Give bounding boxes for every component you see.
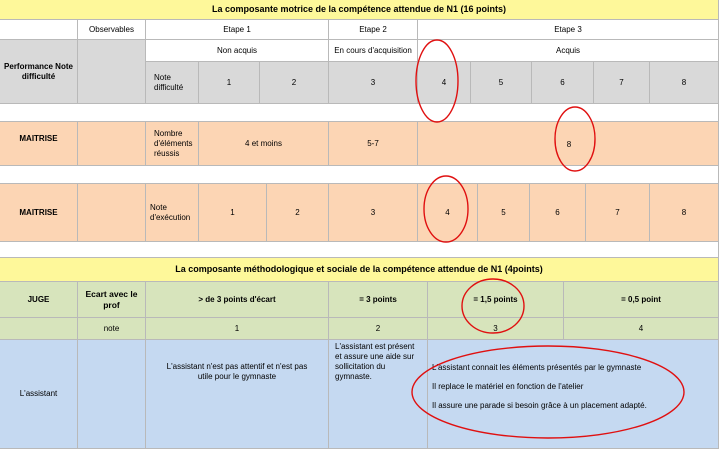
annotation-circle xyxy=(424,176,468,242)
observables-header: Observables xyxy=(78,20,146,40)
execution-note-cell: 1 xyxy=(199,184,267,242)
execution-note-cell: 4 xyxy=(418,184,478,242)
difficulty-note-cell: 3 xyxy=(329,62,418,104)
difficulty-note-cell: 2 xyxy=(260,62,329,104)
maitrise-label-execution: MAITRISE xyxy=(0,184,78,242)
elements-etape2: 5-7 xyxy=(329,122,418,166)
elements-etape3-value: 8 xyxy=(566,139,572,149)
assistant-label: L'assistant xyxy=(0,340,78,449)
difficulty-note-cell: 6 xyxy=(532,62,594,104)
difficulty-note-cell: 7 xyxy=(594,62,650,104)
execution-note-cell: 7 xyxy=(586,184,650,242)
section2-title: La composante méthodologique et sociale de la compétence attendue de N1 (4points) xyxy=(0,258,719,282)
difficulty-note-cell: 4 xyxy=(418,62,471,104)
level-cell: > de 3 points d'écart xyxy=(146,282,329,318)
annotation-circle xyxy=(555,107,595,171)
section1-title: La composante motrice de la compétence attendue de N1 (16 points) xyxy=(0,0,719,20)
level-cell: = 0,5 point xyxy=(564,282,719,318)
elements-etape1: 4 et moins xyxy=(199,122,329,166)
execution-note-cell: 2 xyxy=(267,184,329,242)
assistant-desc-3-line: L'assistant connait les éléments présentés par le gymnaste xyxy=(432,363,642,372)
assistant-desc-3-line: Il assure une parade si besoin grâce à un placement adapté. xyxy=(432,401,647,410)
execution-criterion: Note d'exécution xyxy=(146,184,199,242)
note-label: note xyxy=(78,318,146,340)
level-note-cell: 2 xyxy=(329,318,428,340)
level-cell: = 3 points xyxy=(329,282,428,318)
etape1-header: Etape 1 xyxy=(146,20,329,40)
annotation-circle xyxy=(412,346,684,438)
assistant-desc-1: L'assistant n'est pas attentif et n'est pas utile pour le gymnaste xyxy=(146,340,329,449)
note-difficulte-label: Note difficulté xyxy=(146,62,199,104)
annotation-circle xyxy=(462,279,524,333)
juge-label: JUGE xyxy=(0,282,78,318)
acquis-header: Acquis xyxy=(418,40,719,62)
level-note-cell: 1 xyxy=(146,318,329,340)
execution-note-cell: 5 xyxy=(478,184,530,242)
performance-label: Performance Note difficulté xyxy=(0,40,78,104)
level-note-cell: 3 xyxy=(428,318,564,340)
en-cours-header: En cours d'acquisition xyxy=(329,40,418,62)
ecart-label: Ecart avec le prof xyxy=(78,282,146,318)
level-cell: = 1,5 points xyxy=(428,282,564,318)
execution-note-cell: 8 xyxy=(650,184,719,242)
etape3-header: Etape 3 xyxy=(418,20,719,40)
maitrise-label-elements: MAITRISE xyxy=(0,122,78,166)
level-note-cell: 4 xyxy=(564,318,719,340)
assistant-desc-3-line: Il replace le matériel en fonction de l'atelier xyxy=(432,382,584,391)
difficulty-note-cell: 1 xyxy=(199,62,260,104)
execution-note-cell: 6 xyxy=(530,184,586,242)
assistant-desc-2: L'assistant est présent et assure une aide sur sollicitation du gymnaste. xyxy=(329,340,428,449)
difficulty-note-cell: 5 xyxy=(471,62,532,104)
execution-note-cell: 3 xyxy=(329,184,418,242)
annotation-circle xyxy=(416,40,458,122)
elements-criterion: Nombre d'éléments réussis xyxy=(146,122,199,166)
etape2-header: Etape 2 xyxy=(329,20,418,40)
non-acquis-header: Non acquis xyxy=(146,40,329,62)
difficulty-note-cell: 8 xyxy=(650,62,719,104)
